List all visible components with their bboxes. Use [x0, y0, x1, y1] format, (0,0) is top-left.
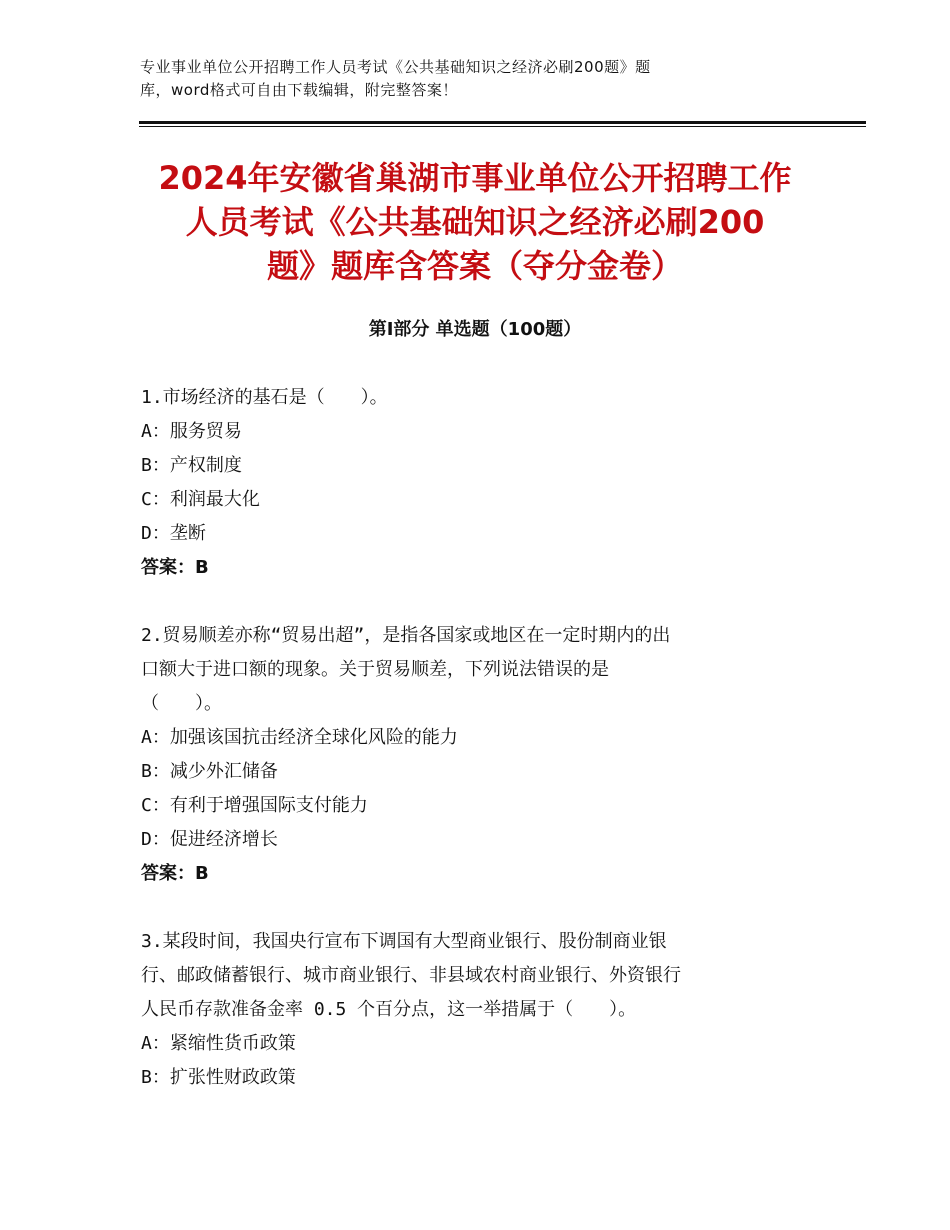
option-d: D：垄断 — [141, 523, 206, 544]
option-d: D：促进经济增长 — [141, 829, 278, 850]
question-stem: 1.市场经济的基石是（ ）。 — [141, 387, 388, 408]
question-stem: 2.贸易顺差亦称“贸易出超”，是指各国家或地区在一定时期内的出 — [141, 625, 671, 646]
question-3 — [141, 925, 801, 1095]
question-stem: 口额大于进口额的现象。关于贸易顺差，下列说法错误的是 — [141, 659, 609, 680]
title-line: 2024年安徽省巢湖市事业单位公开招聘工作 — [158, 159, 792, 197]
title-line: 题》题库含答案（夺分金卷） — [266, 247, 683, 285]
header-rule-thick — [139, 121, 866, 124]
option-a: A：服务贸易 — [141, 421, 242, 442]
header-note-line: 库，word格式可自由下载编辑，附完整答案！ — [140, 81, 458, 99]
option-a: A：加强该国抗击经济全球化风险的能力 — [141, 727, 458, 748]
question-stem: 行、邮政储蓄银行、城市商业银行、非县域农村商业银行、外资银行 — [141, 965, 681, 986]
question-stem: 3.某段时间，我国央行宣布下调国有大型商业银行、股份制商业银 — [141, 931, 667, 952]
question-2 — [141, 619, 801, 891]
option-b: B：减少外汇储备 — [141, 761, 278, 782]
question-list — [141, 381, 801, 1129]
document-title — [120, 156, 830, 288]
option-c: C：利润最大化 — [141, 489, 260, 510]
header-rule-thin — [139, 126, 866, 127]
question-1 — [141, 381, 801, 585]
option-b: B：产权制度 — [141, 455, 242, 476]
answer: 答案：B — [141, 863, 209, 884]
header-note — [140, 56, 760, 102]
question-stem: 人民币存款准备金率 0.5 个百分点，这一举措属于（ ）。 — [141, 999, 637, 1020]
option-b: B：扩张性财政政策 — [141, 1067, 296, 1088]
answer: 答案：B — [141, 557, 209, 578]
option-c: C：有利于增强国际支付能力 — [141, 795, 368, 816]
header-note-line: 专业事业单位公开招聘工作人员考试《公共基础知识之经济必刷200题》题 — [140, 58, 651, 76]
question-stem: （ ）。 — [141, 693, 222, 714]
section-title: 第Ⅰ部分 单选题（100题） — [368, 319, 582, 340]
option-a: A：紧缩性货币政策 — [141, 1033, 296, 1054]
title-line: 人员考试《公共基础知识之经济必刷200 — [185, 203, 765, 241]
